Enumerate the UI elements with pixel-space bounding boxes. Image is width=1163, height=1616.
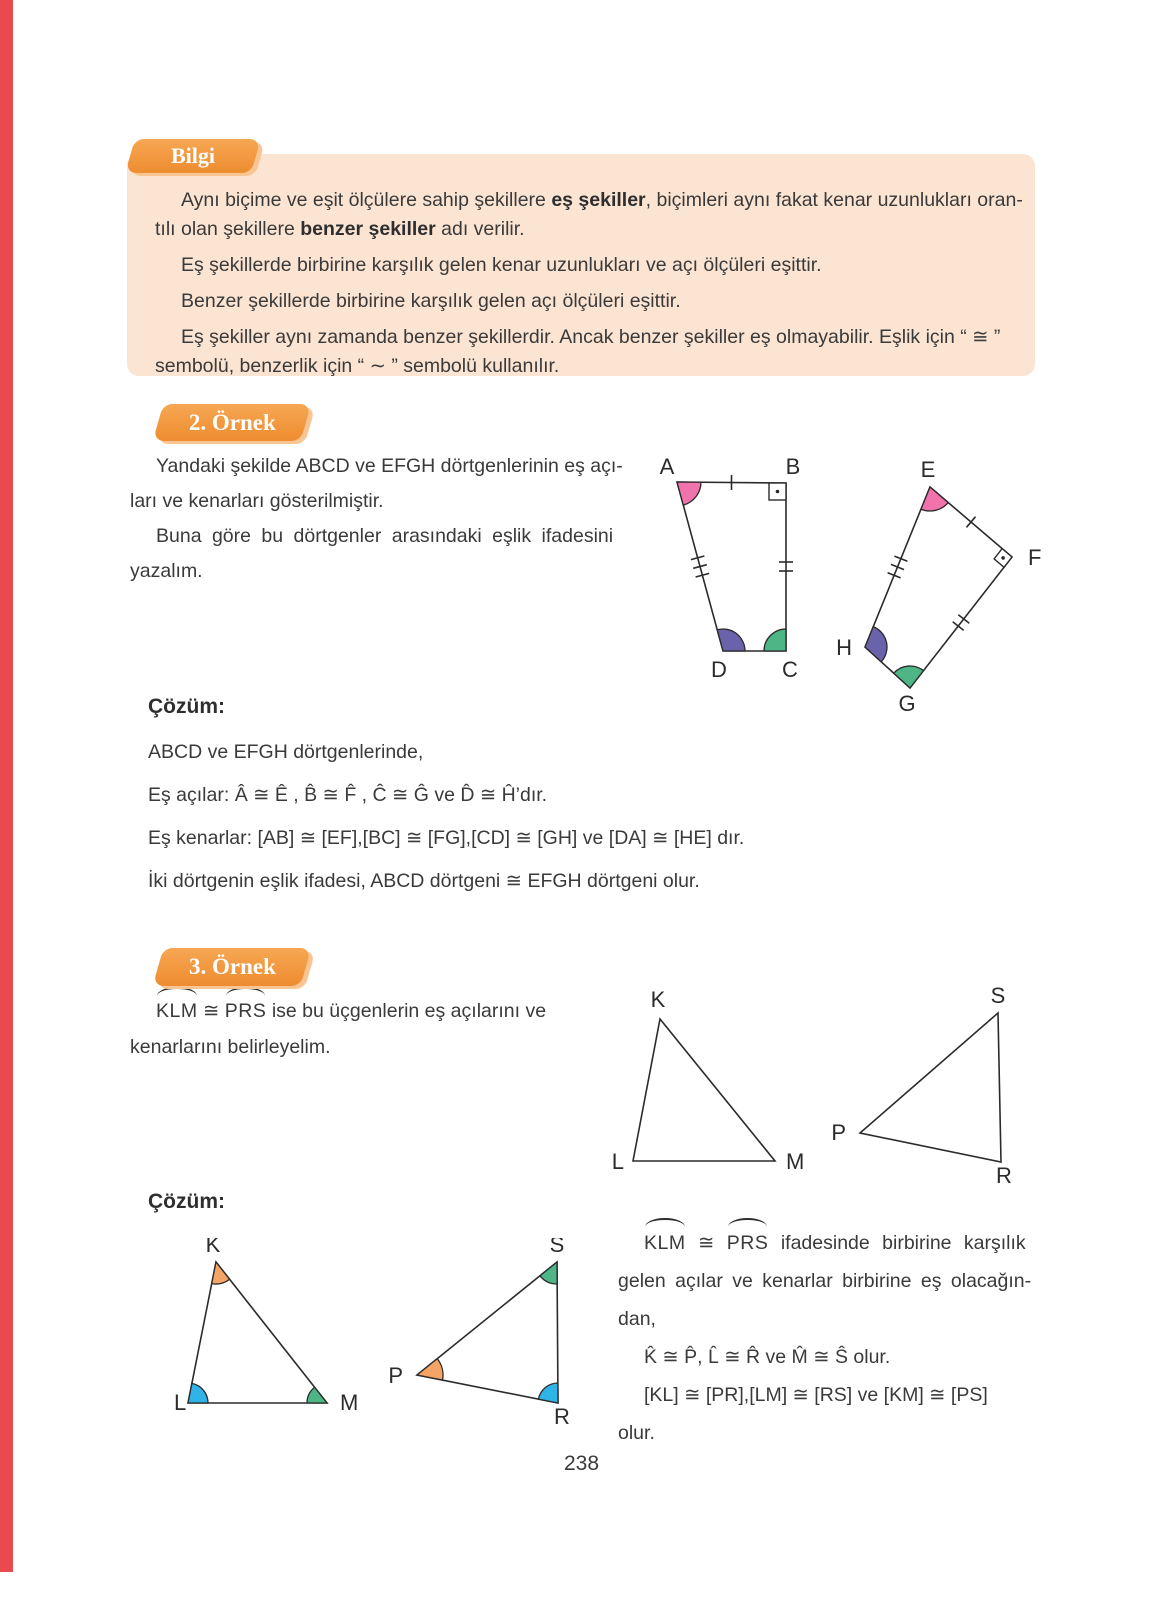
solution-heading: Çözüm: [148, 1190, 225, 1213]
bilgi-p1-text: adı verilir. [435, 218, 525, 240]
angle-marker-G [894, 666, 924, 688]
example2-tab-label: 2. Örnek [188, 409, 276, 435]
vertex-label-H: H [836, 635, 852, 660]
angle-marker-L [188, 1383, 208, 1403]
solution-line-sides: [KL] ≅ [PR],[LM] ≅ [RS] ve [KM] ≅ [PS] [644, 1384, 988, 1406]
bilgi-paragraph-3: Benzer şekillerde birbirine karşılık gelen açı ölçüleri eşittir. [181, 290, 681, 312]
vertex-label-D: D [711, 657, 727, 682]
solution-line-sides: Eş kenarlar: [AB] ≅ [EF],[BC] ≅ [FG],[CD] ≅ [GH] ve [DA] ≅ [HE] dır. [148, 827, 745, 849]
right-angle-dot-F [1001, 556, 1005, 560]
quadrilaterals-figure [640, 445, 1060, 717]
vertex-label-M: M [340, 1390, 359, 1415]
vertex-label-B: B [785, 454, 801, 479]
solution-heading: Çözüm: [148, 695, 225, 718]
triangle-prs-outline [417, 1262, 558, 1403]
example3-line: kenarlarını belirleyelim. [130, 1036, 331, 1058]
vertex-label-L: L [174, 1390, 187, 1415]
angle-marker-K [212, 1262, 230, 1284]
angle-marker-P [417, 1359, 443, 1380]
example2-statement [130, 449, 635, 589]
bilgi-box [127, 154, 1035, 376]
example2-tab [153, 404, 312, 441]
angle-marker-E [921, 487, 948, 511]
vertex-label-L: L [611, 1149, 624, 1174]
solution-line-angles: Eş açılar: Â ≅ Ê , B̂ ≅ F̂ , Ĉ ≅ Ĝ ve D̂ ≅ Ĥ’dır. [148, 784, 548, 806]
vertex-label-F: F [1028, 545, 1042, 570]
triangles-figure [600, 975, 1050, 1190]
example2-line: Yandaki şekilde ABCD ve EFGH dörtgenlerinin eş açı- [156, 455, 623, 477]
vertex-label-S: S [549, 1238, 565, 1257]
triangle-klm-outline [188, 1262, 327, 1403]
example2-solution [148, 695, 744, 903]
bilgi-paragraph-2: Eş şekillerde birbirine karşılık gelen kenar uzunlukları ve açı ölçüleri eşittir. [181, 254, 822, 276]
vertex-label-R: R [554, 1404, 570, 1429]
congruent-symbol: ≅ [698, 1232, 715, 1254]
bilgi-p1-text: tılı olan şekillere [155, 218, 301, 240]
bilgi-p1-text: Aynı biçime ve eşit ölçülere sahip şekillere [181, 189, 552, 211]
congruent-symbol: ≅ [203, 1000, 220, 1022]
angle-marker-C [764, 629, 786, 651]
tick-marks-efgh [888, 517, 976, 631]
angle-marker-A [677, 482, 701, 505]
angle-marker-H [865, 627, 887, 662]
bilgi-p1-text: , biçimleri aynı fakat kenar uzunlukları oran- [645, 189, 1023, 211]
triangle-klm-outline [633, 1019, 775, 1161]
vertex-label-P: P [831, 1120, 846, 1145]
solution-line-statement: İki dörtgenin eşlik ifadesi, ABCD dörtgeni ≅ EFGH dörtgeni olur. [148, 870, 700, 892]
vertex-label-S: S [990, 983, 1006, 1008]
quad-abcd-outline [677, 482, 786, 651]
widehat-prs: PRS [727, 1224, 769, 1262]
example2-line: yazalım. [130, 560, 203, 582]
vertex-label-M: M [786, 1149, 805, 1174]
widehat-klm: KLM [156, 993, 198, 1029]
vertex-label-E: E [920, 457, 936, 482]
vertex-label-C: C [782, 657, 798, 682]
bilgi-tab-label: Bilgi [170, 143, 215, 168]
example3-tab [153, 948, 312, 986]
example3-solution [618, 1224, 1042, 1452]
solution-line: dan, [618, 1308, 656, 1330]
bilgi-paragraph-1 [155, 186, 1023, 244]
solution-line-angles: K̂ ≅ P̂, L̂ ≅ R̂ ve M̂ ≅ Ŝ olur. [644, 1346, 891, 1368]
widehat-prs: PRS [225, 993, 267, 1029]
triangle-prs-outline [860, 1013, 1001, 1162]
vertex-label-K: K [650, 987, 666, 1012]
example3-tab-label: 3. Örnek [188, 954, 276, 979]
solution-triangles-figure [160, 1238, 600, 1438]
example3-line: ise bu üçgenlerin eş açılarını ve [266, 1000, 547, 1022]
solution-line: ifadesinde birbirine karşılık [768, 1232, 1026, 1254]
bilgi-tab [125, 139, 261, 173]
example2-line: Buna göre bu dörtgenler arasındaki eşlik ifadesini [156, 525, 614, 547]
bilgi-paragraph-4: Eş şekiller aynı zamanda benzer şekillerdir. Ancak benzer şekiller eş olmayabilir. Eşlik için “ ≅ ” sembolü, benzerlik için “ ∼ ” sembolü kullanılır. [155, 326, 1001, 377]
vertex-label-A: A [659, 454, 675, 479]
solution-line: olur. [618, 1422, 655, 1444]
bilgi-p1-bold-benzer-sekiller: benzer şekiller [300, 218, 436, 240]
example3-statement [130, 993, 620, 1065]
bilgi-p1-bold-es-sekiller: eş şekiller [551, 189, 646, 211]
angle-marker-M [307, 1387, 327, 1403]
vertex-label-P: P [388, 1363, 403, 1388]
page-number: 238 [563, 1452, 600, 1475]
widehat-klm: KLM [644, 1224, 686, 1262]
solution-line: gelen açılar ve kenarlar birbirine eş olacağın- [618, 1270, 1032, 1292]
example2-line: ları ve kenarları gösterilmiştir. [130, 490, 384, 512]
angle-marker-R [538, 1383, 558, 1403]
vertex-label-R: R [996, 1163, 1012, 1188]
angle-marker-S [540, 1262, 557, 1284]
solution-line: ABCD ve EFGH dörtgenlerinde, [148, 741, 424, 763]
right-angle-dot-B [776, 490, 780, 494]
quad-efgh-outline [865, 487, 1012, 688]
vertex-label-K: K [205, 1238, 221, 1257]
page-edge-stripe [0, 0, 13, 1572]
vertex-label-G: G [898, 691, 916, 716]
